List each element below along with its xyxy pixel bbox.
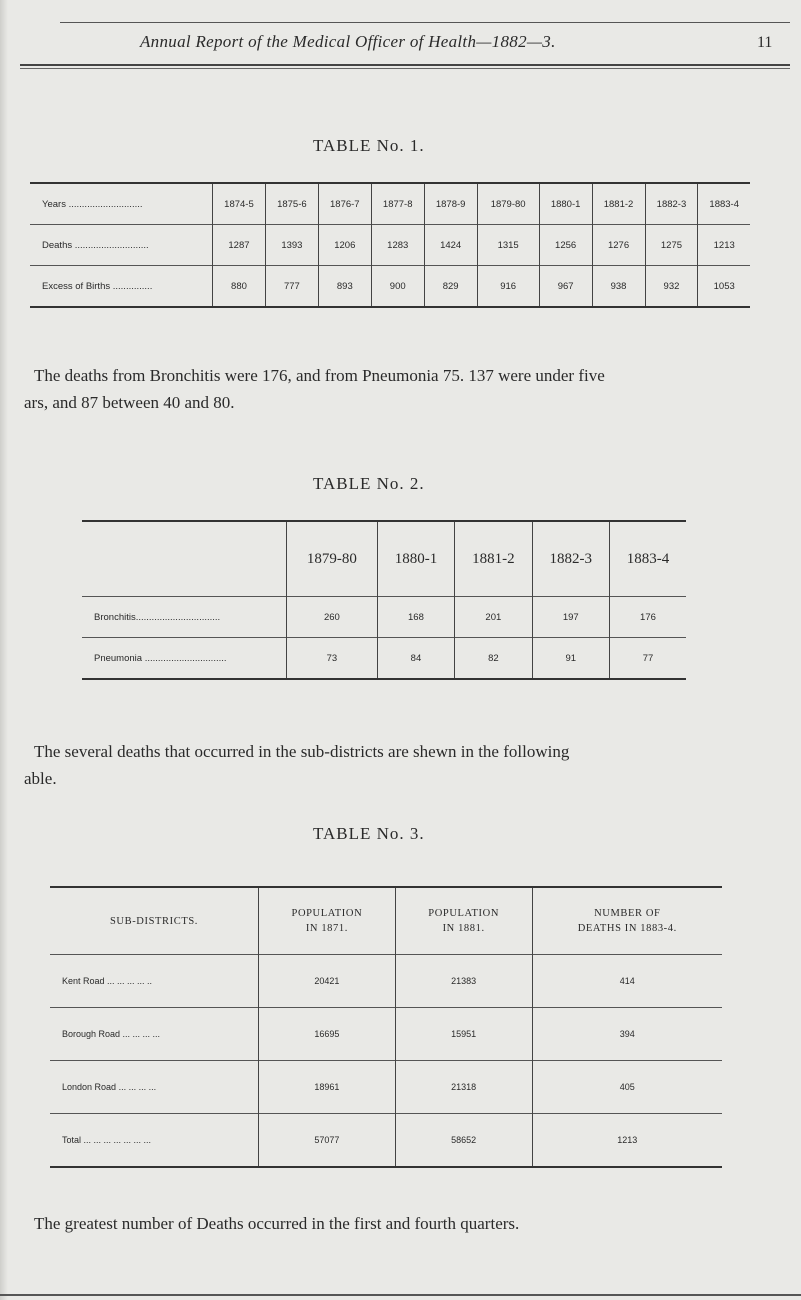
row-label: Borough Road ... ... ... ... [50, 1008, 259, 1061]
header-cell-empty [82, 521, 287, 597]
table-row [50, 1114, 722, 1168]
table-row [50, 1061, 722, 1114]
table-cell: 168 [377, 597, 454, 638]
table-cell: 1256 [539, 225, 592, 266]
table-cell: 1879-80 [477, 183, 539, 225]
table-cell: 1393 [265, 225, 318, 266]
paragraph-1-line-2: ars, and 87 between 40 and 80. [24, 393, 235, 412]
table-row [82, 597, 686, 638]
table-cell: 260 [287, 597, 378, 638]
table-cell: 414 [532, 955, 722, 1008]
page-edge-shadow [0, 0, 8, 1300]
table-cell: 1874-5 [213, 183, 266, 225]
paragraph-3: The greatest number of Deaths occurred in the first and fourth quarters. [34, 1214, 520, 1233]
table-cell: 1276 [592, 225, 645, 266]
row-label: Kent Road ... ... ... ... .. [50, 955, 259, 1008]
table-cell: 1213 [698, 225, 750, 266]
table-cell: 405 [532, 1061, 722, 1114]
table-row [82, 638, 686, 680]
table-cell: 893 [318, 266, 371, 308]
header-cell: 1879-80 [287, 521, 378, 597]
table-cell: 1424 [424, 225, 477, 266]
table-cell: 91 [532, 638, 609, 680]
table-cell: 1206 [318, 225, 371, 266]
table-cell: 176 [609, 597, 686, 638]
table-cell: 967 [539, 266, 592, 308]
header-title: Annual Report of the Medical Officer of Health—1882—3. [140, 32, 556, 51]
table-cell: 21383 [395, 955, 532, 1008]
row-label: London Road ... ... ... ... [50, 1061, 259, 1114]
table-cell: 900 [371, 266, 424, 308]
table-cell: 1882-3 [645, 183, 698, 225]
header-line: POPULATION [428, 908, 500, 919]
table-cell: 197 [532, 597, 609, 638]
table-cell: 1877-8 [371, 183, 424, 225]
bottom-rule [0, 1294, 801, 1296]
header-cell [532, 887, 722, 955]
table-cell: 938 [592, 266, 645, 308]
header-line: DEATHS IN 1883-4. [577, 923, 677, 934]
table-cell: 21318 [395, 1061, 532, 1114]
table-cell: 1883-4 [698, 183, 750, 225]
header-line: IN 1871. [305, 923, 348, 934]
table-cell: 1878-9 [424, 183, 477, 225]
table-header-row [50, 887, 722, 955]
table-cell: 73 [287, 638, 378, 680]
row-label: Pneumonia ............................... [82, 638, 287, 680]
table-cell: 57077 [259, 1114, 396, 1168]
table-cell: 1875-6 [265, 183, 318, 225]
header-line: NUMBER OF [594, 908, 661, 919]
paragraph-2 [24, 738, 570, 792]
table3-title: TABLE No. 3. [313, 824, 425, 843]
row-label: Deaths ............................ [30, 225, 213, 266]
header-line: IN 1881. [442, 923, 485, 934]
paragraph-1 [24, 362, 605, 416]
table-cell: 18961 [259, 1061, 396, 1114]
table3 [50, 886, 722, 1168]
table-cell: 20421 [259, 955, 396, 1008]
table-row [50, 1008, 722, 1061]
table1 [30, 182, 750, 308]
table-row [30, 266, 750, 308]
table-header-row [82, 521, 686, 597]
header-cell: 1881-2 [455, 521, 532, 597]
table-row [30, 183, 750, 225]
table-cell: 880 [213, 266, 266, 308]
header-cell: SUB-DISTRICTS. [109, 915, 199, 927]
header-cell [395, 887, 532, 955]
table-cell: 829 [424, 266, 477, 308]
page-number: 11 [757, 34, 773, 51]
paragraph-1-line-1: The deaths from Bronchitis were 176, and from Pneumonia 75. 137 were under five [34, 366, 605, 385]
row-label: Excess of Births ............... [30, 266, 213, 308]
table2 [82, 520, 686, 680]
table-cell: 82 [455, 638, 532, 680]
header-line: POPULATION [291, 908, 363, 919]
table-cell: 916 [477, 266, 539, 308]
table-cell: 1881-2 [592, 183, 645, 225]
table-cell: 394 [532, 1008, 722, 1061]
header-rule-thin [20, 68, 790, 69]
table-cell: 58652 [395, 1114, 532, 1168]
table-cell: 1287 [213, 225, 266, 266]
header-top-rule [60, 22, 790, 23]
table-cell: 1880-1 [539, 183, 592, 225]
table-cell: 84 [377, 638, 454, 680]
header-cell [259, 887, 396, 955]
table-cell: 15951 [395, 1008, 532, 1061]
table-cell: 1275 [645, 225, 698, 266]
row-label: Total ... ... ... ... ... ... ... [50, 1114, 259, 1168]
row-label: Bronchitis................................ [82, 597, 287, 638]
table-cell: 1213 [532, 1114, 722, 1168]
header-cell: 1882-3 [532, 521, 609, 597]
table2-title: TABLE No. 2. [313, 474, 425, 493]
running-header [0, 32, 801, 56]
table-cell: 201 [455, 597, 532, 638]
table-row [30, 225, 750, 266]
paragraph-2-line-2: able. [24, 769, 57, 788]
table-cell: 1315 [477, 225, 539, 266]
paragraph-2-line-1: The several deaths that occurred in the sub-districts are shewn in the following [34, 742, 570, 761]
table-cell: 932 [645, 266, 698, 308]
table-cell: 1876-7 [318, 183, 371, 225]
table-cell: 1053 [698, 266, 750, 308]
table-row [50, 955, 722, 1008]
row-label: Years ............................ [42, 198, 143, 210]
header-cell: 1880-1 [377, 521, 454, 597]
table-cell: 16695 [259, 1008, 396, 1061]
header-rule [20, 64, 790, 66]
header-cell: 1883-4 [609, 521, 686, 597]
table1-title: TABLE No. 1. [313, 136, 425, 155]
table-cell: 1283 [371, 225, 424, 266]
table-cell: 777 [265, 266, 318, 308]
table-cell: 77 [609, 638, 686, 680]
